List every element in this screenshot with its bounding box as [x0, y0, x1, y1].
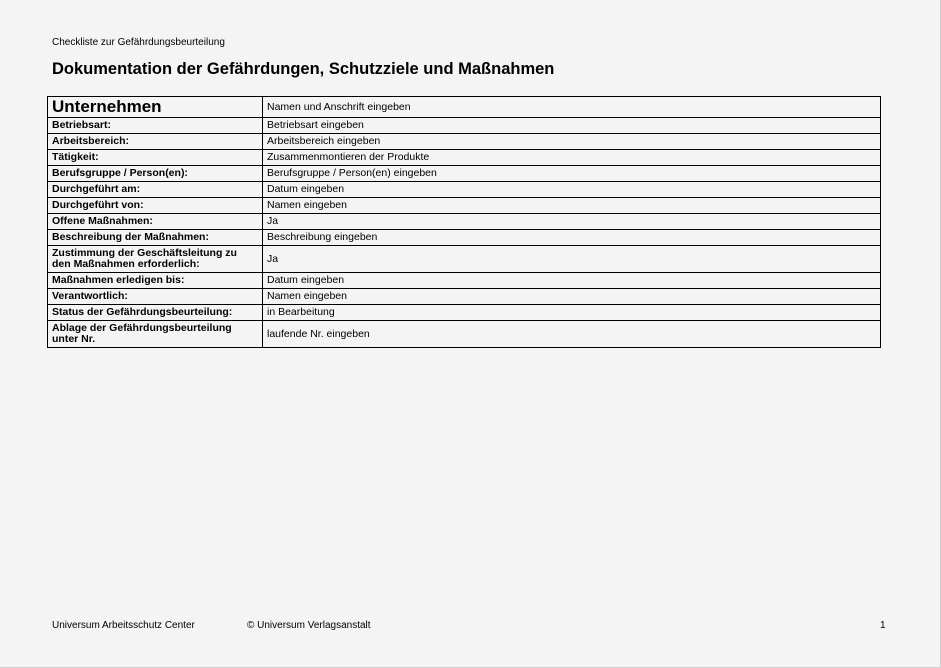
table-row — [48, 166, 881, 182]
row-value[interactable]: in Bearbeitung — [263, 305, 881, 321]
document-subtitle: Checkliste zur Gefährdungsbeurteilung — [52, 37, 225, 48]
footer-left: Universum Arbeitsschutz Center — [52, 620, 195, 631]
row-value[interactable]: Berufsgruppe / Person(en) eingeben — [263, 166, 881, 182]
row-value[interactable]: Namen eingeben — [263, 289, 881, 305]
table-row — [48, 150, 881, 166]
row-label: Berufsgruppe / Person(en): — [48, 166, 263, 182]
row-label: Verantwortlich: — [48, 289, 263, 305]
row-label: Tätigkeit: — [48, 150, 263, 166]
row-label: Unternehmen — [48, 97, 263, 118]
row-label: Maßnahmen erledigen bis: — [48, 273, 263, 289]
row-value[interactable]: Ja — [263, 214, 881, 230]
row-label: Durchgeführt am: — [48, 182, 263, 198]
row-value[interactable]: Arbeitsbereich eingeben — [263, 134, 881, 150]
table-row — [48, 246, 881, 273]
row-value[interactable]: Datum eingeben — [263, 273, 881, 289]
row-value[interactable]: laufende Nr. eingeben — [263, 321, 881, 348]
table-row — [48, 289, 881, 305]
table-row — [48, 198, 881, 214]
row-value[interactable]: Datum eingeben — [263, 182, 881, 198]
table-row — [48, 134, 881, 150]
table-row — [48, 214, 881, 230]
row-label: Offene Maßnahmen: — [48, 214, 263, 230]
table-row — [48, 321, 881, 348]
row-label: Arbeitsbereich: — [48, 134, 263, 150]
row-value[interactable]: Ja — [263, 246, 881, 273]
table-row — [48, 230, 881, 246]
footer-copyright: © Universum Verlagsanstalt — [247, 620, 371, 631]
row-value[interactable]: Beschreibung eingeben — [263, 230, 881, 246]
row-label: Betriebsart: — [48, 118, 263, 134]
row-label: Beschreibung der Maßnahmen: — [48, 230, 263, 246]
row-value[interactable]: Betriebsart eingeben — [263, 118, 881, 134]
row-value[interactable]: Namen und Anschrift eingeben — [263, 97, 881, 118]
row-label: Ablage der Gefährdungsbeurteilung unter Nr. — [48, 321, 263, 348]
row-label: Zustimmung der Geschäftsleitung zu den Maßnahmen erforderlich: — [48, 246, 263, 273]
table-row — [48, 305, 881, 321]
table-row — [48, 273, 881, 289]
table-row — [48, 182, 881, 198]
row-value[interactable]: Namen eingeben — [263, 198, 881, 214]
table-row — [48, 97, 881, 118]
row-label: Durchgeführt von: — [48, 198, 263, 214]
table-row — [48, 118, 881, 134]
assessment-table — [47, 96, 881, 348]
row-value[interactable]: Zusammenmontieren der Produkte — [263, 150, 881, 166]
document-title: Dokumentation der Gefährdungen, Schutzziele und Maßnahmen — [52, 60, 555, 78]
row-label: Status der Gefährdungsbeurteilung: — [48, 305, 263, 321]
page-number: 1 — [880, 620, 886, 631]
